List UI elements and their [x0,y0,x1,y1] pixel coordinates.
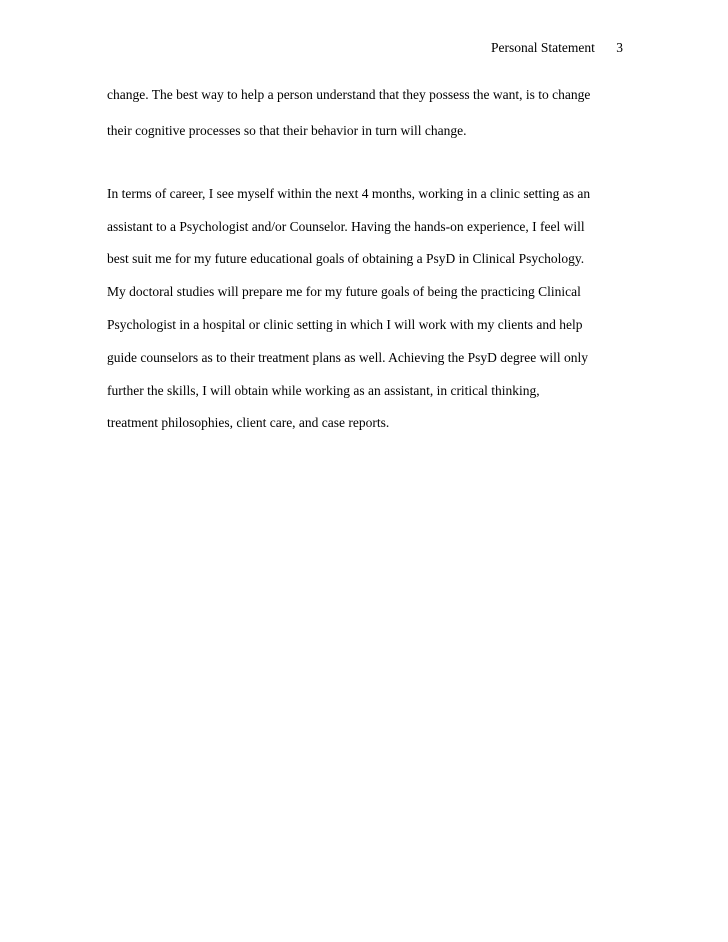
running-head [491,40,623,56]
text-line: treatment philosophies, client care, and case reports. [107,415,390,430]
text-line: assistant to a Psychologist and/or Counselor. Having the hands-on experience, I feel will [107,219,585,234]
text-line: My doctoral studies will prepare me for my future goals of being the practicing Clinical [107,284,581,299]
text-line: further the skills, I will obtain while working as an assistant, in critical thinking, [107,383,540,398]
text-line: Psychologist in a hospital or clinic setting in which I will work with my clients and help [107,317,583,332]
page-number: 3 [616,40,623,55]
running-head-title: Personal Statement [491,40,595,55]
text-line: best suit me for my future educational goals of obtaining a PsyD in Clinical Psychology. [107,251,585,266]
text-line: change. The best way to help a person understand that they possess the want, is to change [107,87,591,102]
text-line: guide counselors as to their treatment plans as well. Achieving the PsyD degree will only [107,350,589,365]
text-line: their cognitive processes so that their behavior in turn will change. [107,123,467,138]
text-line: In terms of career, I see myself within the next 4 months, working in a clinic setting as an [107,186,591,201]
